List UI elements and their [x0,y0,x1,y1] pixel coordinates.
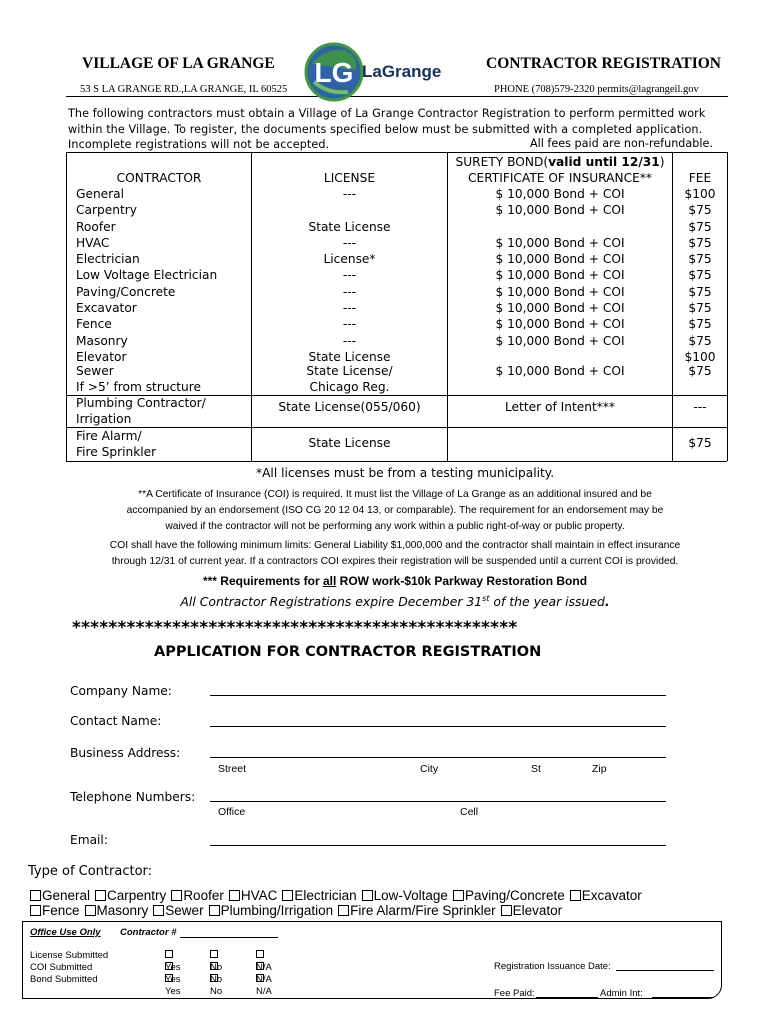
table-row-bond: $ 10,000 Bond + COI [495,301,625,316]
admin-initial-label: Admin Int: [600,988,643,999]
telephone-office-label: Office [218,806,246,818]
company-name-field[interactable] [210,695,666,696]
intro-non-refundable: All fees paid are non-refundable. [530,137,713,150]
table-row-bond: $ 10,000 Bond + COI [495,268,625,283]
address-zip-label: Zip [592,763,607,775]
table-row-fire-license: State License [308,436,391,450]
contractor-type-row-2 [30,903,567,918]
table-row-plumbing-fee: --- [693,400,707,414]
office-checklist-row [30,974,272,997]
contractor-type-option[interactable] [209,903,334,918]
table-row-license: --- [342,333,357,348]
contact-name-label: Contact Name: [70,714,162,728]
checkbox[interactable] [210,950,218,958]
contractor-type-option[interactable] [338,903,496,918]
intro-line-2: within the Village. To register, the documents specified below must be submitted with a completed application. [68,122,703,136]
company-name-label: Company Name: [70,684,172,698]
office-item-label: License Submitted [30,950,109,961]
office-option-label: Yes [165,974,181,985]
village-contact: PHONE (708)579-2320 permits@lagrangeil.gov [494,84,699,95]
table-row-contractor: Fence [76,317,112,332]
checkbox[interactable] [501,905,512,916]
contractor-type-option[interactable] [453,888,565,903]
contractor-type-label: Elevator [512,903,563,918]
table-row-bond: $ 10,000 Bond + COI [495,203,625,218]
contractor-type-label: Carpentry [107,888,167,903]
checkbox[interactable] [209,905,220,916]
table-row-fee: $75 [688,219,712,234]
village-name: VILLAGE OF LA GRANGE [82,55,275,72]
table-row-bond: $ 10,000 Bond + COI [495,187,625,201]
contractor-type-option[interactable] [362,888,448,903]
contractor-type-label: Excavator [581,888,642,903]
table-row-license: State License [308,349,391,364]
table-row-contractor: Excavator [76,301,137,316]
checkbox[interactable] [165,950,173,958]
contractor-number-field[interactable] [180,937,278,938]
checkbox[interactable] [210,974,218,982]
contractor-type-option[interactable] [171,888,224,903]
table-row-contractor: Low Voltage Electrician [76,268,218,283]
telephone-field[interactable] [210,801,666,802]
email-field[interactable] [210,845,666,846]
table-row-contractor: Elevator [76,349,127,364]
logo-wordmark: LaGrange [362,62,442,81]
contractor-type-label: General [42,888,91,903]
checkbox[interactable] [171,890,182,901]
admin-initial-field[interactable] [652,997,714,998]
office-option-label: N/A [256,962,272,973]
table-row-fee-column [673,186,727,365]
table-row-plumbing-contractor: Plumbing Contractor/ Irrigation [76,396,206,427]
telephone-cell-label: Cell [460,806,479,818]
header-contractor: CONTRACTOR [116,171,202,185]
checkbox[interactable] [256,974,264,982]
contractor-type-option[interactable] [282,888,356,903]
business-address-field[interactable] [210,757,666,758]
email-label: Email: [70,833,108,847]
logo-emblem-icon [304,42,364,102]
note-coi-limits: COI shall have the following minimum limits: General Liability $1,000,000 and the contractor shall maintain in effect insurance through 12/31 of current year. If a contractors COI expires their registration will be suspended until a current COI is provided. [109,540,681,567]
header-coi: CERTIFICATE OF INSURANCE** [467,171,653,185]
contractor-type-option[interactable] [229,888,278,903]
table-row-contractor: General [76,187,125,201]
table-row-fee: $75 [688,333,712,348]
note-expiration: All Contractor Registrations expire December 31st of the year issued. [180,594,610,610]
address-city-label: City [420,763,439,775]
office-option-label: No [210,974,223,985]
office-option-label: No [210,986,223,997]
contractor-type-option[interactable] [153,903,203,918]
issuance-date-label: Registration Issuance Date: [494,961,611,972]
table-row-contractor-column [76,186,217,365]
table-row-license-column [252,186,447,365]
table-row-sewer-fee: $75 [688,364,712,378]
checkbox[interactable] [282,890,293,901]
table-row-contractor: Paving/Concrete [76,284,176,299]
svg-text:LG: LG [314,57,354,88]
form-title: CONTRACTOR REGISTRATION [486,55,721,72]
table-row-license: --- [342,317,357,332]
header-surety: SURETY BOND(valid until 12/31) [455,155,665,169]
checkbox[interactable] [256,950,264,958]
table-row-bond [448,219,672,235]
table-row-fee: $75 [688,268,712,283]
fee-paid-field[interactable] [536,997,598,998]
table-row-contractor: HVAC [76,235,110,250]
checkbox[interactable] [30,905,41,916]
note-row-requirement: *** Requirements for all ROW work-$10k Parkway Restoration Bond [202,574,588,588]
table-row-bond: $ 10,000 Bond + COI [495,317,625,332]
checkbox[interactable] [85,905,96,916]
table-row-bond: $ 10,000 Bond + COI [495,333,625,348]
table-row-fire-fee: $75 [688,436,712,450]
checkbox[interactable] [256,962,264,970]
table-row-contractor: Carpentry [76,203,137,218]
contact-name-field[interactable] [210,726,666,727]
business-address-label: Business Address: [70,746,181,760]
table-row-fee: $75 [688,252,712,267]
note-licenses: *All licenses must be from a testing municipality. [256,466,555,480]
checkbox[interactable] [570,890,581,901]
contractor-type-label: Sewer [165,903,204,918]
contractor-type-label: Electrician [294,888,357,903]
intro-line-3: Incomplete registrations will not be accepted. [68,138,330,151]
table-row-fee: $100 [684,187,716,201]
office-yes-option[interactable] [165,974,181,998]
contractor-type-label: Low-Voltage [373,888,448,903]
contractor-type-label: Roofer [183,888,224,903]
table-row-license: --- [342,268,357,283]
office-option-label: N/A [256,986,272,997]
table-row-fee: $75 [688,317,712,332]
table-row-fire-contractor: Fire Alarm/ Fire Sprinkler [76,429,157,460]
contractor-type-label: Masonry [96,903,149,918]
separator-stars: ************************************************* [72,618,518,638]
village-logo [304,42,464,102]
table-row-sewer-license: State License/ Chicago Reg. [306,364,393,395]
contractor-type-label: Plumbing/Irrigation [220,903,334,918]
contractor-type-option[interactable] [85,903,149,918]
office-checklist [30,950,272,997]
table-row-contractor: Masonry [76,333,128,348]
table-row-fee: $75 [688,284,712,299]
address-state-label: St [531,763,541,775]
checkbox[interactable] [338,905,349,916]
office-na-option[interactable] [256,974,272,998]
contractor-type-option[interactable] [30,888,90,903]
checkbox[interactable] [95,890,106,901]
checkbox[interactable] [153,905,164,916]
office-item-label: COI Submitted [30,962,93,973]
address-street-label: Street [218,763,247,775]
intro-line-1: The following contractors must obtain a Village of La Grange Contractor Registration to perform permitted work [68,107,706,120]
table-row-sewer-contractor: Sewer If >5’ from structure [76,364,202,395]
table-row-plumbing-bond: Letter of Intent*** [504,400,615,414]
contractor-type-option[interactable] [570,888,642,903]
contractor-type-label: Type of Contractor: [28,864,153,879]
telephone-label: Telephone Numbers: [70,790,196,804]
contractor-type-row-1 [30,888,647,903]
checkbox[interactable] [229,890,240,901]
note-coi: **A Certificate of Insurance (COI) is required. It must list the Village of La Grange as an additional insured and be accompanied by an endorsement (ISO CG 20 12 04 13, or comparable). The requirement for an endorsement may be waived if the contractor will not be performing any work within a public right-of-way or public property. [126,489,664,532]
office-option-label: No [210,962,223,973]
contractor-type-option[interactable] [95,888,166,903]
contractor-type-label: Paving/Concrete [464,888,565,903]
contractor-type-label: Fence [42,903,80,918]
table-row-license: State License [308,219,391,234]
table-row-license [252,202,447,218]
table-row-license: --- [342,235,357,250]
office-no-option[interactable] [210,974,222,998]
table-row-bond: $ 10,000 Bond + COI [495,235,625,250]
checkbox[interactable] [30,890,41,901]
checkbox[interactable] [165,962,173,970]
office-item-label: Bond Submitted [30,974,98,985]
table-row-license: --- [342,284,357,299]
checkbox[interactable] [453,890,464,901]
office-option-label: N/A [256,974,272,985]
checkbox[interactable] [210,962,218,970]
office-use-title: Office Use Only [30,927,101,938]
table-row-contractor: Roofer [76,219,116,234]
contractor-number-label: Contractor # [120,927,177,938]
table-row-fee: $75 [688,235,712,250]
table-row-license: License* [323,252,376,267]
table-row-plumbing-license: State License(055/060) [278,400,421,414]
table-row-fee: $75 [688,301,712,316]
contractor-type-label: Fire Alarm/Fire Sprinkler [350,903,496,918]
contractor-type-option[interactable] [30,903,80,918]
checkbox[interactable] [362,890,373,901]
table-row-license: --- [342,301,357,316]
contractor-type-option[interactable] [501,903,563,918]
table-row-fee: $100 [684,349,716,364]
contractor-type-label: HVAC [240,888,278,903]
office-option-label: Yes [165,986,181,997]
table-row-license: --- [342,187,357,201]
table-row-contractor: Electrician [76,252,140,267]
table-row-bond-column [448,186,672,365]
fee-paid-label: Fee Paid: [494,988,535,999]
issuance-date-field[interactable] [616,970,714,971]
table-row-sewer-bond: $ 10,000 Bond + COI [495,364,625,378]
table-row-fee: $75 [688,203,712,218]
checkbox[interactable] [165,974,173,982]
office-option-label: Yes [165,962,181,973]
village-address: 53 S LA GRANGE RD.,LA GRANGE, IL 60525 [80,84,288,95]
table-row-bond: $ 10,000 Bond + COI [495,252,625,267]
header-license: LICENSE [323,171,376,185]
header-fee: FEE [688,171,712,185]
table-row-bond: $ 10,000 Bond + COI [495,284,625,299]
application-title: APPLICATION FOR CONTRACTOR REGISTRATION [154,644,542,660]
